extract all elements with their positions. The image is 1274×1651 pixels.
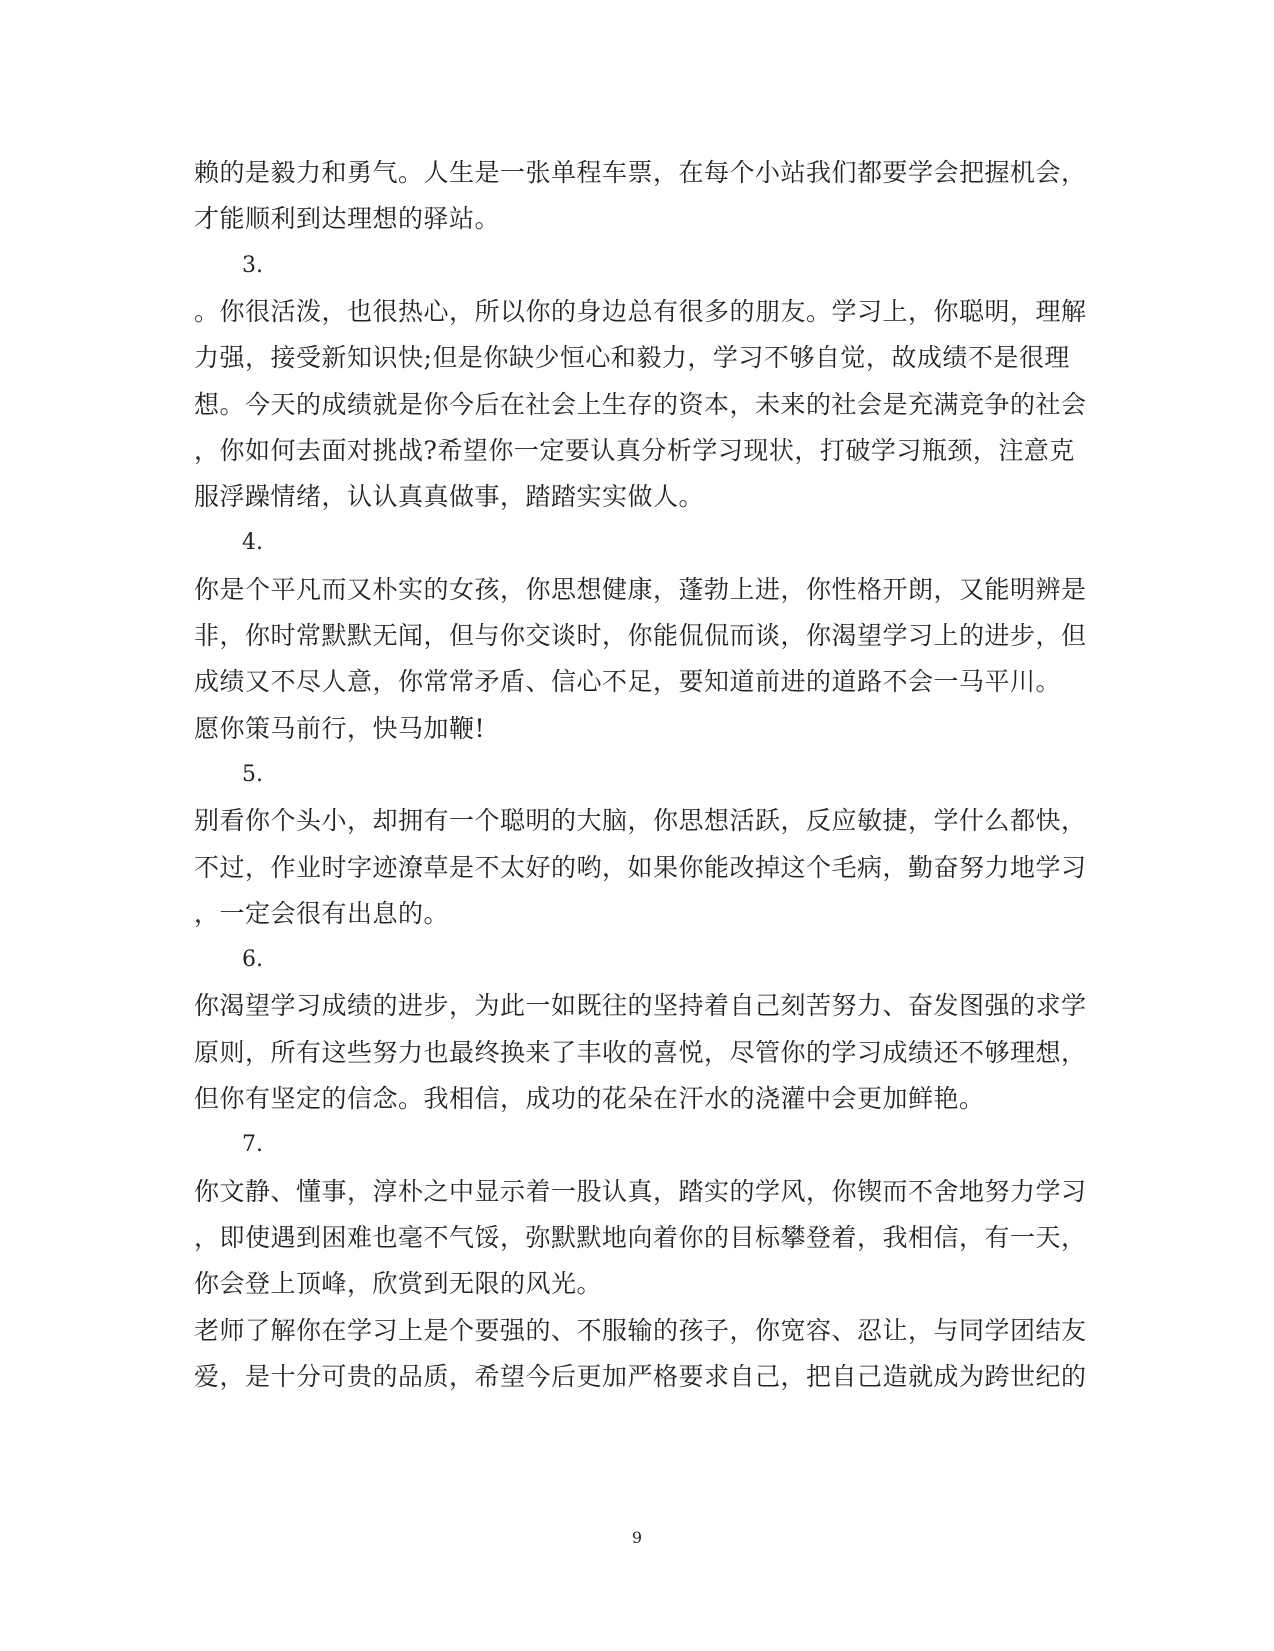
text-line: 不过，作业时字迹潦草是不太好的哟，如果你能改掉这个毛病，勤奋努力地学习 [194, 853, 1087, 882]
text-line: 。你很活泼，也很热心，所以你的身边总有很多的朋友。学习上，你聪明，理解 [194, 297, 1087, 326]
item-number: 4. [242, 530, 263, 555]
text-line: 成绩又不尽人意，你常常矛盾、信心不足，要知道前进的道路不会一马平川。 [194, 667, 1062, 696]
text-line: 别看你个头小，却拥有一个聪明的大脑，你思想活跃，反应敏捷，学什么都快， [194, 806, 1087, 835]
text-line: 想。今天的成绩就是你今后在社会上生存的资本，未来的社会是充满竞争的社会 [194, 390, 1087, 419]
text-line: 你文静、懂事，淳朴之中显示着一股认真，踏实的学风，你锲而不舍地努力学习 [194, 1177, 1087, 1206]
text-line: 非，你时常默默无闻，但与你交谈时，你能侃侃而谈，你渴望学习上的进步，但 [194, 621, 1087, 650]
text-line: ，你如何去面对挑战?希望你一定要认真分析学习现状，打破学习瓶颈，注意克 [194, 436, 1075, 465]
text-line: 愿你策马前行，快马加鞭! [194, 714, 486, 743]
item-number: 7. [242, 1132, 263, 1157]
text-line: 赖的是毅力和勇气。人生是一张单程车票，在每个小站我们都要学会把握机会， [194, 158, 1087, 187]
text-line: 你会登上顶峰，欣赏到无限的风光。 [194, 1269, 603, 1298]
item-number: 3. [242, 253, 263, 278]
text-line: 才能顺利到达理想的驿站。 [194, 204, 501, 233]
item-number: 6. [242, 947, 263, 972]
text-line: 但你有坚定的信念。我相信，成功的花朵在汗水的浇灌中会更加鲜艳。 [194, 1084, 985, 1113]
page-number: 9 [631, 1528, 643, 1547]
text-line: ，即使遇到困难也毫不气馁，弥默默地向着你的目标攀登着，我相信，有一天， [194, 1223, 1087, 1252]
text-line: 你是个平凡而又朴实的女孩，你思想健康，蓬勃上进，你性格开朗，又能明辨是 [194, 575, 1087, 604]
text-line: ，一定会很有出息的。 [194, 899, 450, 928]
text-line: 原则，所有这些努力也最终换来了丰收的喜悦，尽管你的学习成绩还不够理想， [194, 1038, 1087, 1067]
text-line: 力强，接受新知识快;但是你缺少恒心和毅力，学习不够自觉，故成绩不是很理 [194, 343, 1070, 372]
item-number: 5. [242, 762, 263, 787]
text-line: 爱，是十分可贵的品质，希望今后更加严格要求自己，把自己造就成为跨世纪的 [194, 1362, 1087, 1391]
text-line: 服浮躁情绪，认认真真做事，踏踏实实做人。 [194, 482, 705, 511]
text-line: 你渴望学习成绩的进步，为此一如既往的坚持着自己刻苦努力、奋发图强的求学 [194, 991, 1087, 1020]
text-line: 老师了解你在学习上是个要强的、不服输的孩子，你宽容、忍让，与同学团结友 [194, 1316, 1087, 1345]
